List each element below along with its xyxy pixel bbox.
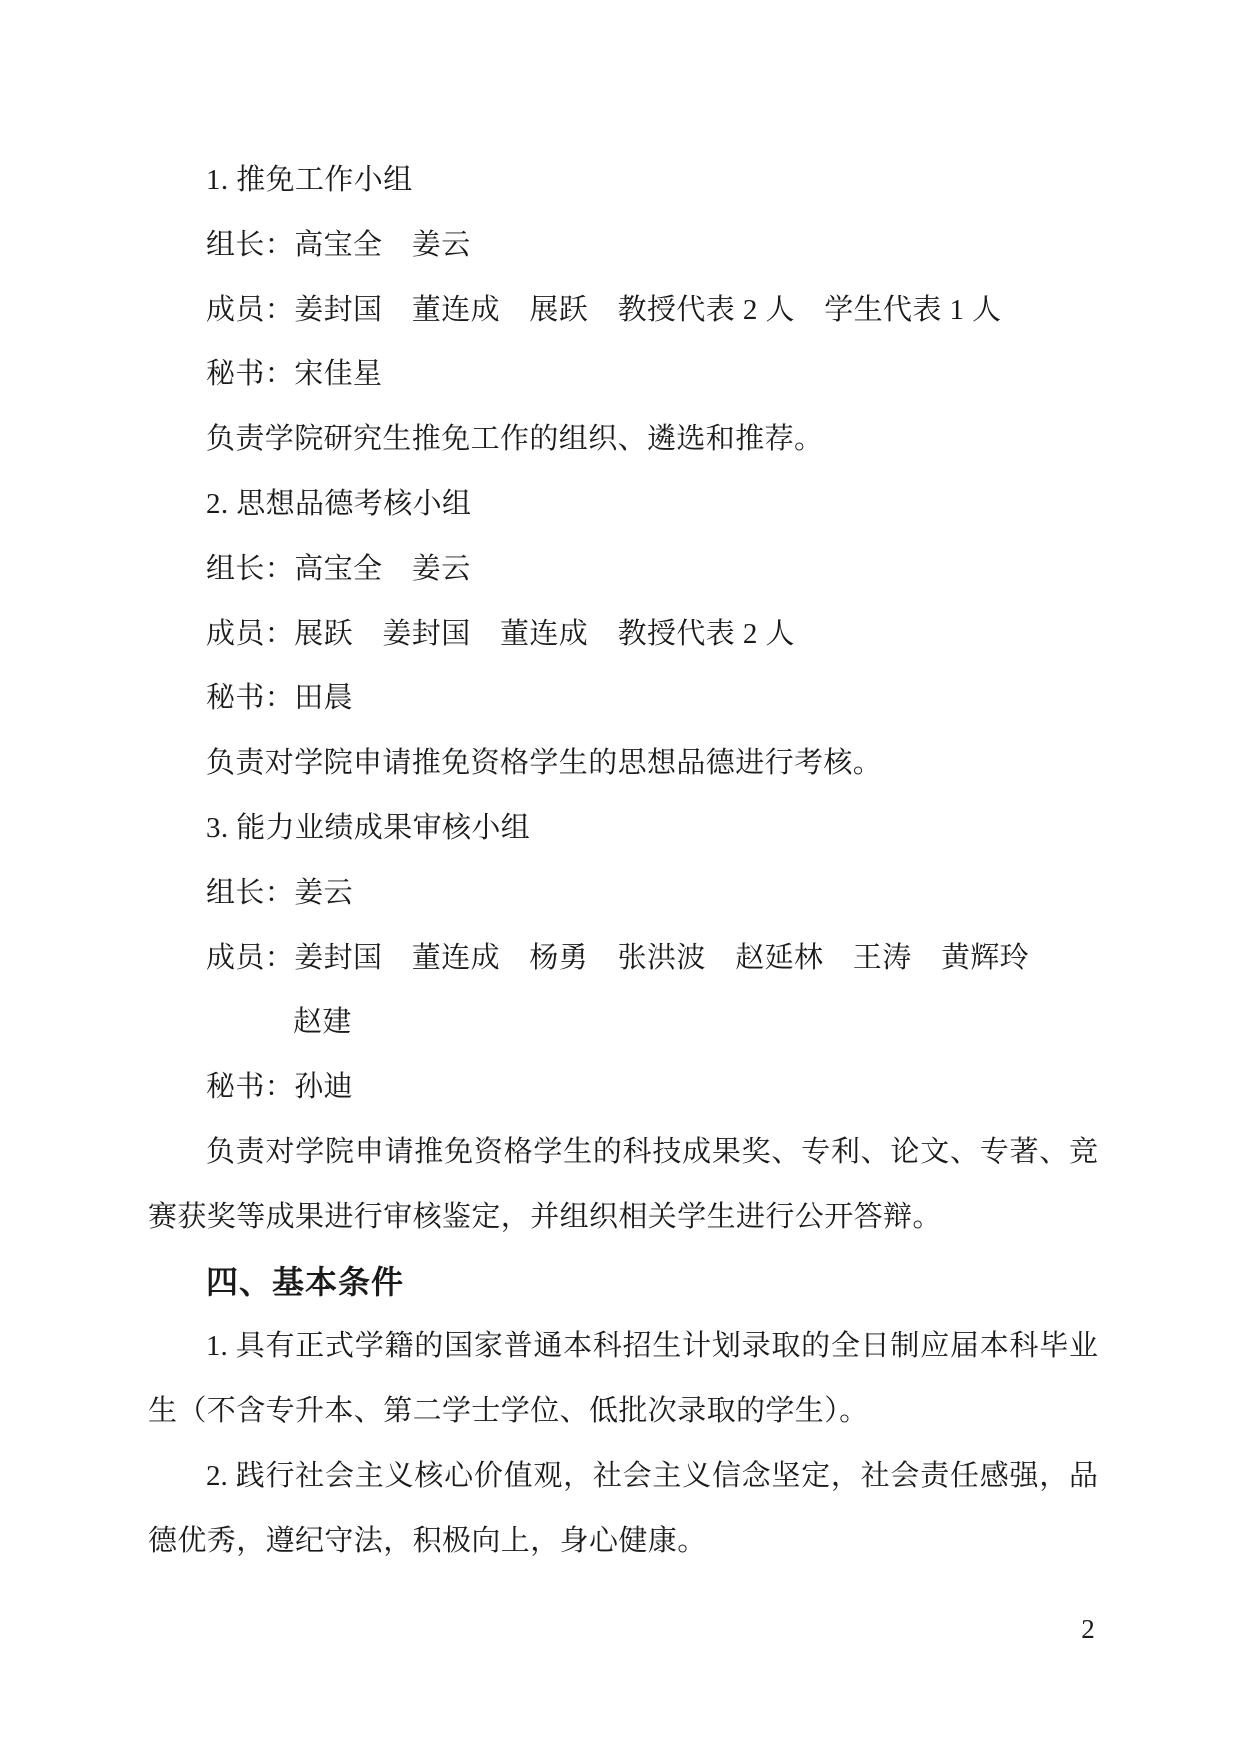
document-line: 成员：姜封国 董连成 展跃 教授代表 2 人 学生代表 1 人 bbox=[206, 293, 1002, 326]
document-line: 1. 具有正式学籍的国家普通本科招生计划录取的全日制应届本科毕业 bbox=[206, 1330, 1098, 1363]
document-line: 负责对学院申请推免资格学生的思想品德进行考核。 bbox=[206, 747, 883, 780]
page-number: 2 bbox=[1081, 1614, 1095, 1644]
document-line: 德优秀，遵纪守法，积极向上，身心健康。 bbox=[148, 1524, 707, 1557]
document-line: 1. 推免工作小组 bbox=[206, 164, 413, 196]
document-line: 赛获奖等成果进行审核鉴定，并组织相关学生进行公开答辩。 bbox=[148, 1200, 942, 1233]
document-line: 负责对学院申请推免资格学生的科技成果奖、专利、论文、专著、竞 bbox=[206, 1135, 1098, 1168]
document-line: 组长：高宝全 姜云 bbox=[206, 552, 471, 585]
document-line: 2. 践行社会主义核心价值观，社会主义信念坚定，社会责任感强，品 bbox=[206, 1459, 1098, 1492]
document-line: 负责学院研究生推免工作的组织、遴选和推荐。 bbox=[206, 423, 824, 456]
section-heading: 四、基本条件 bbox=[206, 1263, 405, 1300]
document-line: 成员：姜封国 董连成 杨勇 张洪波 赵延林 王涛 黄辉玲 bbox=[206, 941, 1030, 974]
document-line: 赵建 bbox=[293, 1006, 352, 1039]
document-line: 成员：展跃 姜封国 董连成 教授代表 2 人 bbox=[206, 617, 795, 650]
document-line: 组长：高宝全 姜云 bbox=[206, 228, 471, 261]
document-line: 2. 思想品德考核小组 bbox=[206, 487, 472, 520]
document-line: 秘书：宋佳星 bbox=[206, 358, 383, 391]
document-line: 生（不含专升本、第二学士学位、低批次录取的学生）。 bbox=[148, 1395, 869, 1428]
document-line: 秘书：田晨 bbox=[206, 682, 354, 715]
document-line: 秘书：孙迪 bbox=[206, 1071, 354, 1104]
document-line: 组长：姜云 bbox=[206, 876, 354, 909]
document-body bbox=[148, 148, 1098, 1574]
document-line: 3. 能力业绩成果审核小组 bbox=[206, 811, 531, 844]
